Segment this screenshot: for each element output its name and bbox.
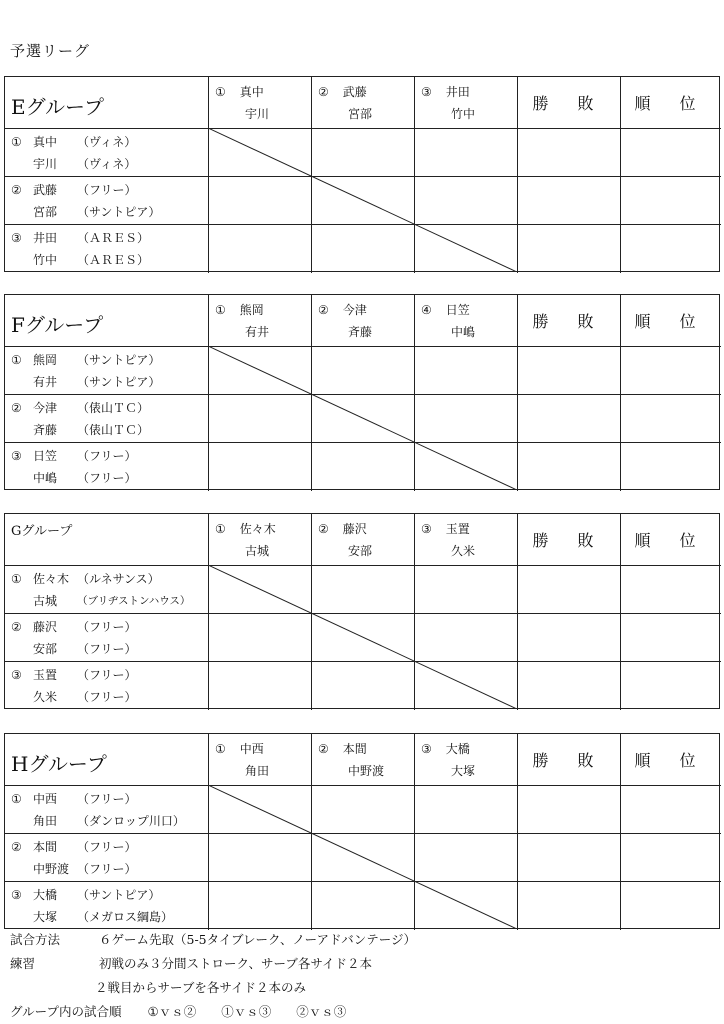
score-cell[interactable]	[415, 834, 518, 882]
score-cell[interactable]	[415, 786, 518, 834]
player-name: 真中	[33, 135, 58, 149]
opponent-number: ②	[318, 522, 329, 536]
opponent-player-1: 武藤	[342, 85, 367, 99]
score-cell[interactable]	[415, 347, 518, 395]
player-club: （フリー）	[77, 862, 137, 876]
player-name: 日笠	[33, 449, 58, 463]
practice-text-2: ２戦目からサーブを各サイド２本のみ	[95, 980, 307, 995]
rank-header: 順 位	[634, 531, 708, 550]
pair-entry	[5, 395, 208, 443]
player-club: （ブリヂストンハウス）	[77, 595, 191, 607]
score-cell[interactable]	[209, 834, 312, 882]
player-name: 中西	[33, 792, 58, 806]
player-club: （ヴィネ）	[77, 157, 137, 171]
score-cell[interactable]	[518, 395, 621, 443]
opponent-player-1: 玉置	[445, 522, 470, 536]
player-club: （フリー）	[77, 792, 137, 806]
player-name: 井田	[33, 231, 58, 245]
player-club: （俵山ＴＣ）	[77, 423, 150, 437]
player-name: 今津	[33, 401, 58, 415]
player-name: 佐々木	[33, 572, 70, 586]
rank-header: 順 位	[634, 94, 708, 113]
player-name: 久米	[33, 690, 58, 704]
score-cell[interactable]	[209, 882, 312, 930]
opponent-header	[415, 734, 517, 786]
league-grid	[4, 294, 720, 490]
score-cell[interactable]	[518, 566, 621, 614]
player-name: 古城	[33, 594, 58, 608]
opponent-player-1: 真中	[239, 85, 264, 99]
match-method-text: ６ゲーム先取（5-5タイブレーク、ノーアドバンテージ）	[98, 932, 416, 947]
score-cell[interactable]	[415, 882, 518, 930]
pair-number: ③	[11, 888, 22, 902]
pair-entry	[5, 882, 208, 930]
player-name: 斉藤	[33, 423, 58, 437]
score-cell[interactable]	[312, 662, 415, 710]
score-cell[interactable]	[518, 225, 621, 273]
pair-entry	[5, 614, 208, 662]
player-name: 大塚	[33, 910, 58, 924]
opponent-player-2: 久米	[451, 544, 476, 558]
score-cell[interactable]	[621, 443, 721, 491]
group-name: Hグループ	[11, 752, 107, 776]
opponent-number: ①	[215, 85, 226, 99]
practice-text-1: 初戦のみ３分間ストローク、サーブ各サイド２本	[98, 956, 372, 971]
opponent-header	[209, 295, 311, 347]
page-title: 予選リーグ	[10, 42, 91, 60]
pair-entry	[5, 662, 208, 710]
opponent-number: ①	[215, 522, 226, 536]
score-cell[interactable]	[209, 177, 312, 225]
score-cell[interactable]	[621, 177, 721, 225]
player-name: 藤沢	[33, 620, 58, 634]
player-club: （俵山ＴＣ）	[77, 401, 150, 415]
opponent-number: ②	[318, 85, 329, 99]
match-order	[10, 1002, 346, 1020]
score-cell[interactable]	[209, 129, 312, 177]
wins-losses-header: 勝 敗	[532, 751, 606, 770]
score-cell[interactable]	[312, 614, 415, 662]
league-grid	[4, 513, 720, 709]
score-cell[interactable]	[415, 614, 518, 662]
score-cell[interactable]	[518, 882, 621, 930]
score-cell[interactable]	[415, 129, 518, 177]
player-club: （ヴィネ）	[77, 135, 137, 149]
group-table	[4, 294, 720, 490]
opponent-header	[415, 77, 517, 129]
score-cell[interactable]	[209, 225, 312, 273]
pair-number: ②	[11, 620, 22, 634]
opponent-number: ③	[421, 742, 432, 756]
opponent-player-2: 大塚	[451, 764, 476, 778]
group-table	[4, 733, 720, 929]
pair-entry	[5, 834, 208, 882]
pair-entry	[5, 129, 208, 177]
player-club: （ルネサンス）	[77, 572, 160, 586]
opponent-number: ②	[318, 303, 329, 317]
player-club: （フリー）	[77, 183, 137, 197]
opponent-player-1: 藤沢	[342, 522, 367, 536]
score-cell[interactable]	[415, 566, 518, 614]
player-club: （ダンロップ川口）	[77, 814, 185, 828]
score-cell[interactable]	[312, 443, 415, 491]
score-cell[interactable]	[518, 834, 621, 882]
score-cell[interactable]	[209, 614, 312, 662]
score-cell[interactable]	[209, 662, 312, 710]
pair-entry	[5, 177, 208, 225]
player-club: （フリー）	[77, 449, 137, 463]
player-name: 宇川	[33, 157, 58, 171]
pair-entry	[5, 347, 208, 395]
score-cell[interactable]	[312, 225, 415, 273]
opponent-player-2: 古城	[245, 544, 270, 558]
wins-losses-header: 勝 敗	[532, 94, 606, 113]
match-order-label: グループ内の試合順	[10, 1004, 122, 1019]
pair-entry	[5, 443, 208, 491]
score-cell[interactable]	[209, 786, 312, 834]
rank-header: 順 位	[634, 312, 708, 331]
score-cell[interactable]	[312, 566, 415, 614]
player-name: 竹中	[33, 253, 58, 267]
opponent-player-2: 中嶋	[451, 325, 476, 339]
league-grid	[4, 76, 720, 272]
pair-entry	[5, 786, 208, 834]
player-name: 宮部	[33, 205, 58, 219]
score-cell[interactable]	[312, 786, 415, 834]
pair-number: ②	[11, 401, 22, 415]
opponent-player-1: 中西	[239, 742, 264, 756]
opponent-player-1: 佐々木	[239, 522, 276, 536]
wins-losses-header: 勝 敗	[532, 531, 606, 550]
player-name: 中嶋	[33, 471, 58, 485]
score-cell[interactable]	[621, 347, 721, 395]
score-cell[interactable]	[415, 662, 518, 710]
opponent-player-1: 日笠	[445, 303, 470, 317]
opponent-player-2: 角田	[245, 764, 270, 778]
score-cell[interactable]	[518, 786, 621, 834]
opponent-number: ①	[215, 742, 226, 756]
score-cell[interactable]	[312, 882, 415, 930]
player-club: （フリー）	[77, 471, 137, 485]
player-name: 有井	[33, 375, 58, 389]
score-cell[interactable]	[518, 177, 621, 225]
pair-number: ③	[11, 668, 22, 682]
score-cell[interactable]	[209, 443, 312, 491]
pair-number: ③	[11, 231, 22, 245]
player-club: （フリー）	[77, 642, 137, 656]
opponent-number: ③	[421, 85, 432, 99]
pair-number: ②	[11, 840, 22, 854]
opponent-player-2: 宮部	[348, 107, 373, 121]
score-cell[interactable]	[312, 834, 415, 882]
player-name: 安部	[33, 642, 58, 656]
player-club: （フリー）	[77, 840, 137, 854]
player-name: 玉置	[33, 668, 58, 682]
pair-number: ③	[11, 449, 22, 463]
league-grid	[4, 733, 720, 929]
opponent-header	[312, 514, 414, 566]
score-cell[interactable]	[621, 662, 721, 710]
opponent-player-2: 安部	[348, 544, 373, 558]
opponent-player-2: 宇川	[245, 107, 270, 121]
score-cell[interactable]	[621, 225, 721, 273]
opponent-header	[312, 734, 414, 786]
opponent-player-2: 斉藤	[348, 325, 373, 339]
score-cell[interactable]	[518, 662, 621, 710]
score-cell[interactable]	[415, 443, 518, 491]
player-name: 中野渡	[33, 862, 70, 876]
pair-number: ①	[11, 792, 22, 806]
group-name: Fグループ	[11, 313, 104, 337]
score-cell[interactable]	[209, 347, 312, 395]
opponent-player-1: 大橋	[445, 742, 470, 756]
pair-entry	[5, 225, 208, 273]
opponent-player-1: 熊岡	[239, 303, 264, 317]
opponent-header	[415, 514, 517, 566]
score-cell[interactable]	[621, 566, 721, 614]
opponent-number: ③	[421, 522, 432, 536]
rank-header: 順 位	[634, 751, 708, 770]
player-club: （メガロス綱島）	[77, 910, 174, 924]
opponent-player-2: 有井	[245, 325, 270, 339]
score-cell[interactable]	[312, 347, 415, 395]
group-name: Eグループ	[11, 95, 104, 119]
score-cell[interactable]	[518, 614, 621, 662]
pair-number: ②	[11, 183, 22, 197]
player-name: 大橋	[33, 888, 58, 902]
player-club: （フリー）	[77, 690, 137, 704]
score-cell[interactable]	[621, 395, 721, 443]
score-cell[interactable]	[621, 786, 721, 834]
score-cell[interactable]	[209, 566, 312, 614]
score-cell[interactable]	[415, 225, 518, 273]
match-order-text: ①ｖｓ② ①ｖｓ③ ②ｖｓ③	[147, 1004, 347, 1019]
score-cell[interactable]	[518, 129, 621, 177]
opponent-number: ②	[318, 742, 329, 756]
player-club: （ＡＲＥＳ）	[77, 253, 150, 267]
player-name: 武藤	[33, 183, 58, 197]
pair-number: ①	[11, 572, 22, 586]
group-table	[4, 513, 720, 709]
opponent-player-2: 竹中	[451, 107, 476, 121]
score-cell[interactable]	[621, 129, 721, 177]
wins-losses-header: 勝 敗	[532, 312, 606, 331]
opponent-number: ④	[421, 303, 432, 317]
score-cell[interactable]	[415, 177, 518, 225]
player-club: （サントピア）	[77, 888, 161, 902]
practice-rule-2	[95, 978, 306, 996]
player-club: （フリー）	[77, 620, 137, 634]
opponent-header	[415, 295, 517, 347]
score-cell[interactable]	[312, 395, 415, 443]
opponent-header	[209, 734, 311, 786]
opponent-header	[312, 77, 414, 129]
player-name: 角田	[33, 814, 58, 828]
player-name: 熊岡	[33, 353, 58, 367]
score-cell[interactable]	[518, 347, 621, 395]
player-name: 本間	[33, 840, 58, 854]
opponent-player-2: 中野渡	[348, 764, 385, 778]
pair-number: ①	[11, 135, 22, 149]
group-name: Gグループ	[11, 524, 73, 539]
opponent-player-1: 本間	[342, 742, 367, 756]
score-cell[interactable]	[621, 834, 721, 882]
player-club: （サントピア）	[77, 375, 161, 389]
score-cell[interactable]	[209, 395, 312, 443]
match-method-label: 試合方法	[10, 932, 61, 947]
player-club: （サントピア）	[77, 205, 161, 219]
pair-number: ①	[11, 353, 22, 367]
score-cell[interactable]	[518, 443, 621, 491]
opponent-player-1: 井田	[445, 85, 470, 99]
opponent-player-1: 今津	[342, 303, 367, 317]
score-cell[interactable]	[621, 882, 721, 930]
score-cell[interactable]	[312, 177, 415, 225]
player-club: （サントピア）	[77, 353, 161, 367]
pair-entry	[5, 566, 208, 614]
score-cell[interactable]	[415, 395, 518, 443]
match-method	[10, 930, 416, 948]
opponent-number: ①	[215, 303, 226, 317]
player-club: （フリー）	[77, 668, 137, 682]
score-cell[interactable]	[621, 614, 721, 662]
group-table	[4, 76, 720, 272]
practice-rule	[10, 954, 372, 972]
opponent-header	[209, 77, 311, 129]
score-cell[interactable]	[312, 129, 415, 177]
opponent-header	[209, 514, 311, 566]
opponent-header	[312, 295, 414, 347]
player-club: （ＡＲＥＳ）	[77, 231, 150, 245]
practice-label: 練習	[10, 956, 36, 971]
